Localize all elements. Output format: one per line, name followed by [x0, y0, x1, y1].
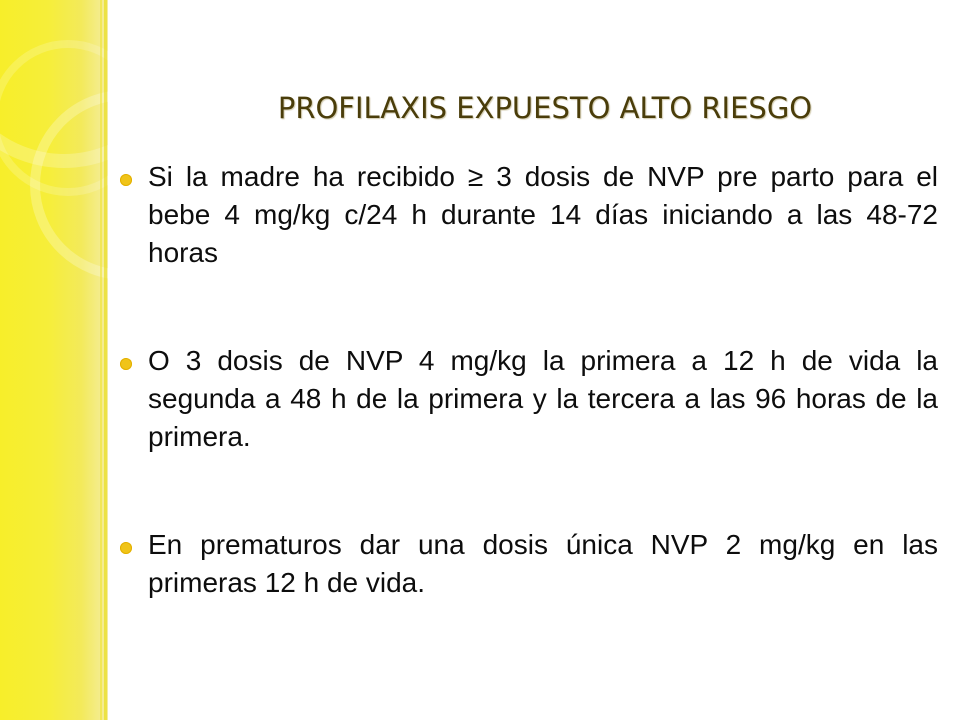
decorative-side-band — [0, 0, 108, 720]
bullet-item — [120, 342, 938, 456]
bullet-dot-icon — [120, 174, 132, 186]
bullet-dot-icon — [120, 358, 132, 370]
bullet-dot-icon — [120, 542, 132, 554]
bullet-text: En prematuros dar una dosis única NVP 2 mg/kg en las primeras 12 h de vida. — [148, 529, 938, 598]
slide-title: PROFILAXIS EXPUESTO ALTO RIESGO — [277, 91, 813, 126]
band-edge-line — [104, 0, 107, 720]
bullet-list — [120, 158, 938, 672]
band-edge-line — [100, 0, 102, 720]
bullet-item — [120, 526, 938, 602]
bullet-text: O 3 dosis de NVP 4 mg/kg la primera a 12 h de vida la segunda a 48 h de la primera y la tercera a las 96 horas de la primera. — [148, 345, 938, 452]
bullet-item — [120, 158, 938, 272]
bullet-text: Si la madre ha recibido ≥ 3 dosis de NVP pre parto para el bebe 4 mg/kg c/24 h durante 14 días iniciando a las 48-72 horas — [148, 161, 938, 268]
